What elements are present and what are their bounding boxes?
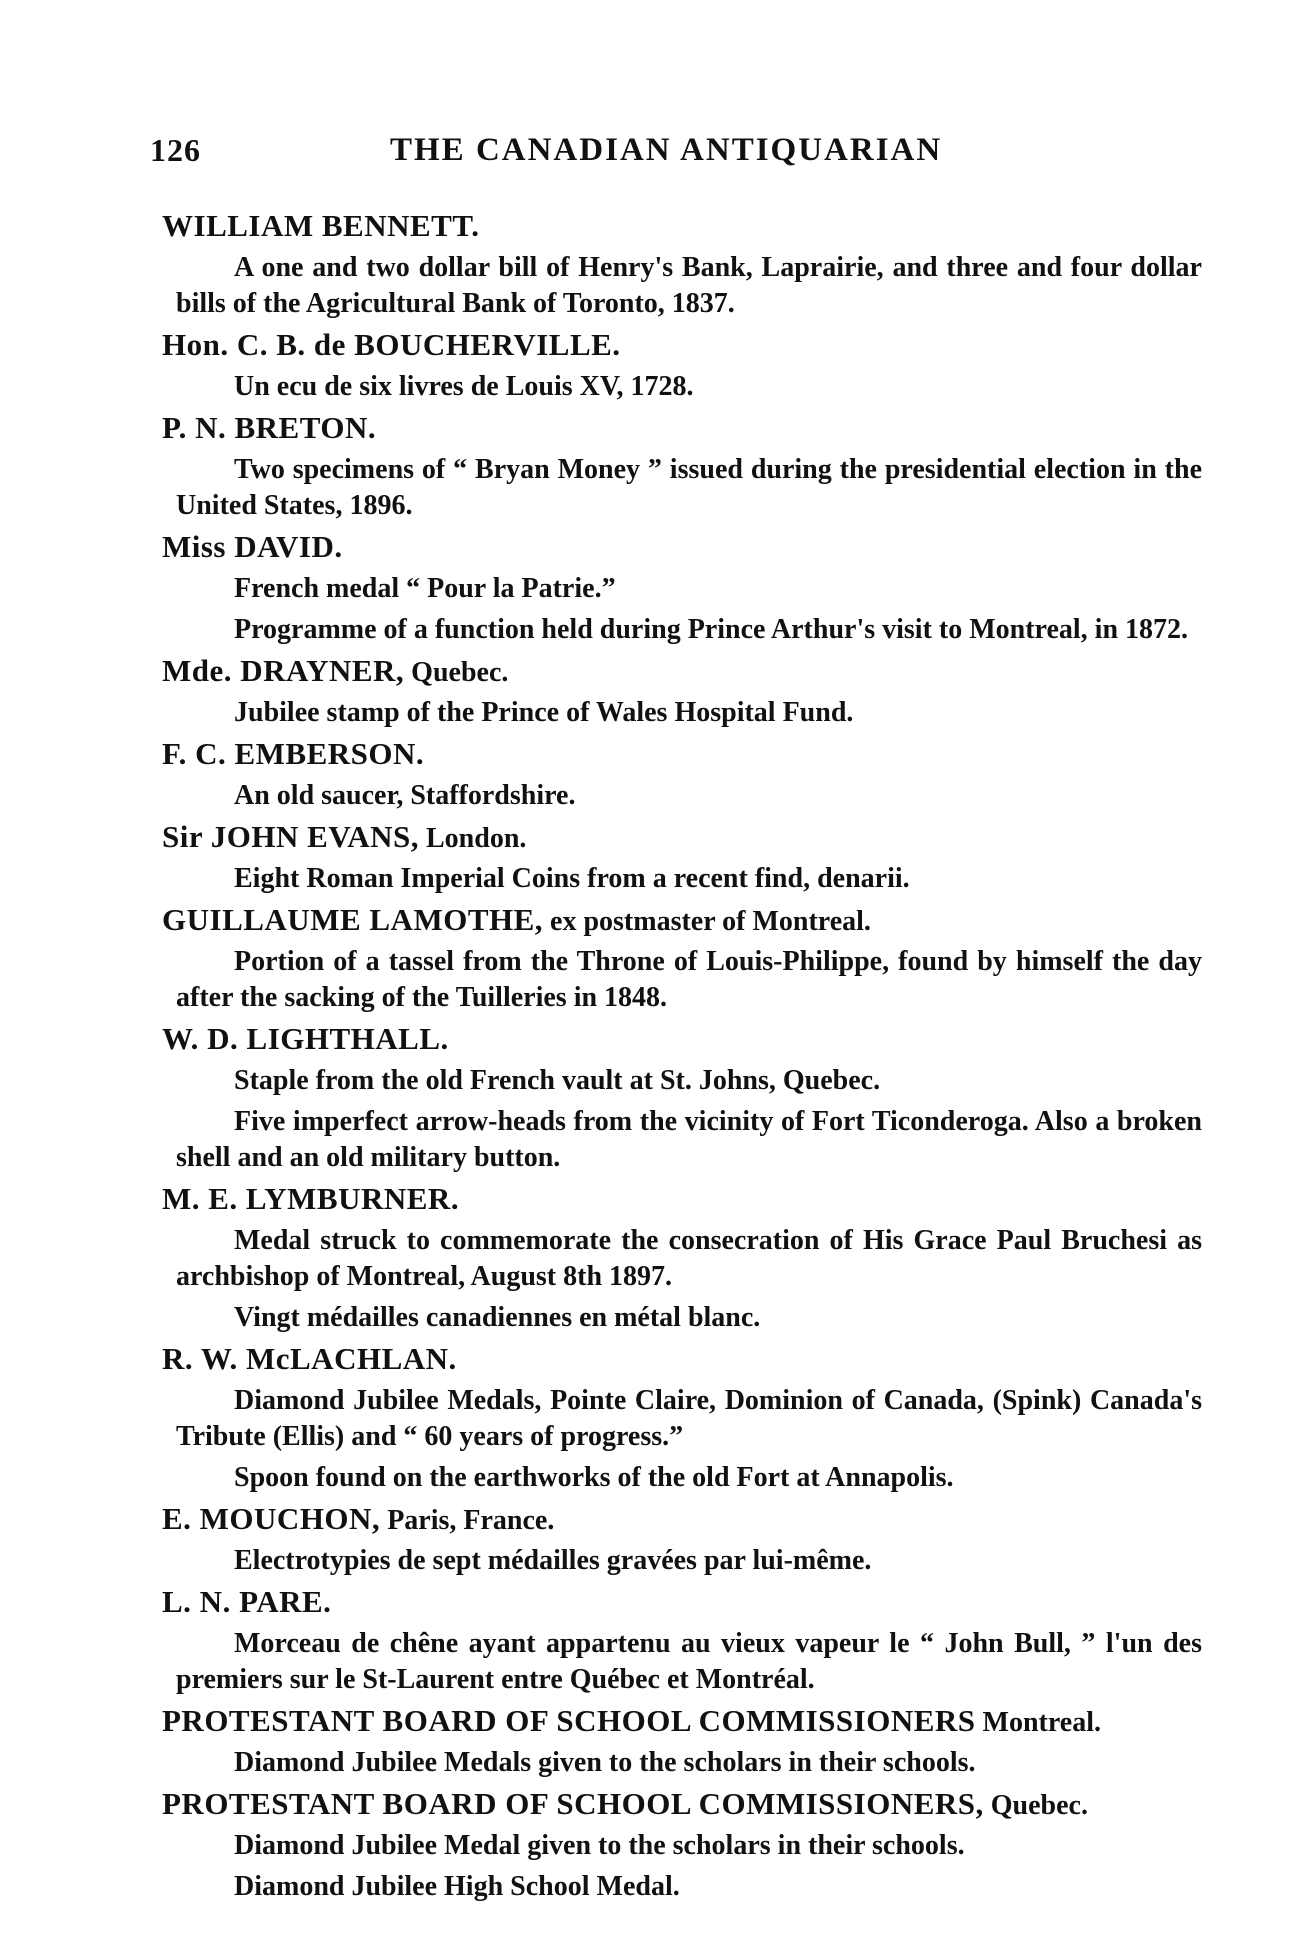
donation-item: Programme of a function held during Prince Arthur's visit to Montreal, in 1872. (234, 614, 1189, 645)
donor-heading (162, 529, 1202, 567)
donation-item: Two specimens of “ Bryan Money ” issued during the presidential election in the United States, 1896. (176, 454, 1202, 521)
donor-entry (162, 736, 1202, 814)
donor-name: P. N. BRETON. (162, 410, 377, 445)
donor-heading (162, 736, 1202, 774)
running-head: THE CANADIAN ANTIQUARIAN (390, 132, 943, 168)
donor-entry (162, 902, 1202, 1016)
donor-entry (162, 1021, 1202, 1176)
donor-name: Hon. C. B. de BOUCHERVILLE. (162, 327, 621, 362)
donor-name: Mde. DRAYNER, (162, 653, 405, 688)
donor-location: Paris, France. (380, 1505, 555, 1536)
donation-item: Portion of a tassel from the Throne of Louis-Philippe, found by himself the day after the sacking of the Tuilleries in 1848. (176, 946, 1202, 1013)
donor-name: GUILLAUME LAMOTHE, (162, 902, 544, 937)
donation-item: Staple from the old French vault at St. Johns, Quebec. (234, 1065, 881, 1096)
page-number: 126 (150, 132, 201, 168)
donor-name: L. N. PARE. (162, 1584, 332, 1619)
donor-name: E. MOUCHON, (162, 1501, 381, 1536)
donation-item: Morceau de chêne ayant appartenu au vieux vapeur le “ John Bull, ” l'un des premiers sur le St-Laurent entre Québec et Montréal. (176, 1628, 1202, 1695)
donor-heading (162, 410, 1202, 448)
donation-item: Diamond Jubilee Medal given to the scholars in their schools. (234, 1830, 965, 1861)
donation-list (162, 208, 1202, 1910)
donation-item: Un ecu de six livres de Louis XV, 1728. (234, 371, 694, 402)
donor-entry (162, 410, 1202, 524)
donor-heading (162, 1021, 1202, 1059)
donation-item: Spoon found on the earthworks of the old Fort at Annapolis. (234, 1462, 954, 1493)
donor-name: F. C. EMBERSON. (162, 736, 425, 771)
donation-item: Diamond Jubilee Medals, Pointe Claire, Dominion of Canada, (Spink) Canada's Tribute (Ellis) and “ 60 years of progress.” (176, 1385, 1202, 1452)
donor-entry (162, 1501, 1202, 1579)
donor-heading (162, 1181, 1202, 1219)
donor-location: ex postmaster of Montreal. (543, 906, 871, 937)
donation-item: An old saucer, Staffordshire. (234, 780, 576, 811)
donor-entry (162, 1181, 1202, 1336)
donor-location: London. (419, 823, 527, 854)
donor-name: PROTESTANT BOARD OF SCHOOL COMMISSIONERS, (162, 1786, 984, 1821)
donor-name: M. E. LYMBURNER. (162, 1181, 460, 1216)
donor-entry (162, 327, 1202, 405)
donor-heading (162, 1584, 1202, 1622)
donation-item: Electrotypies de sept médailles gravées par lui-même. (234, 1545, 872, 1576)
donor-heading (162, 819, 1202, 857)
donation-item: Diamond Jubilee High School Medal. (234, 1871, 680, 1902)
donor-heading (162, 327, 1202, 365)
donor-name: R. W. McLACHLAN. (162, 1341, 457, 1376)
donor-entry (162, 1703, 1202, 1781)
donor-entry (162, 1786, 1202, 1905)
donor-name: W. D. LIGHTHALL. (162, 1021, 449, 1056)
donor-entry (162, 819, 1202, 897)
donor-name: Sir JOHN EVANS, (162, 819, 419, 854)
donation-item: A one and two dollar bill of Henry's Bank, Laprairie, and three and four dollar bills of the Agricultural Bank of Toronto, 1837. (176, 252, 1202, 319)
page-header (150, 132, 1170, 176)
donor-name: PROTESTANT BOARD OF SCHOOL COMMISSIONERS (162, 1703, 976, 1738)
donor-entry (162, 1341, 1202, 1496)
donation-item: Eight Roman Imperial Coins from a recent find, denarii. (234, 863, 910, 894)
donor-location: Montreal. (975, 1707, 1101, 1738)
donor-entry (162, 529, 1202, 648)
donor-entry (162, 653, 1202, 731)
donation-item: Jubilee stamp of the Prince of Wales Hospital Fund. (234, 697, 854, 728)
donor-heading (162, 208, 1202, 246)
donation-item: Medal struck to commemorate the consecration of His Grace Paul Bruchesi as archbishop of Montreal, August 8th 1897. (176, 1225, 1202, 1292)
donor-heading (162, 1786, 1202, 1824)
donor-name: Miss DAVID. (162, 529, 343, 564)
donation-item: Five imperfect arrow-heads from the vicinity of Fort Ticonderoga. Also a broken shell and an old military button. (176, 1106, 1202, 1173)
donor-heading (162, 1341, 1202, 1379)
donation-item: French medal “ Pour la Patrie.” (234, 573, 616, 604)
donor-location: Quebec. (983, 1790, 1088, 1821)
donor-heading (162, 902, 1202, 940)
donation-item: Vingt médailles canadiennes en métal blanc. (234, 1302, 761, 1333)
donor-location: Quebec. (404, 657, 509, 688)
donor-entry (162, 208, 1202, 322)
donor-heading (162, 1703, 1202, 1741)
donation-item: Diamond Jubilee Medals given to the scholars in their schools. (234, 1747, 976, 1778)
donor-heading (162, 1501, 1202, 1539)
donor-entry (162, 1584, 1202, 1698)
donor-heading (162, 653, 1202, 691)
donor-name: WILLIAM BENNETT. (162, 208, 480, 243)
